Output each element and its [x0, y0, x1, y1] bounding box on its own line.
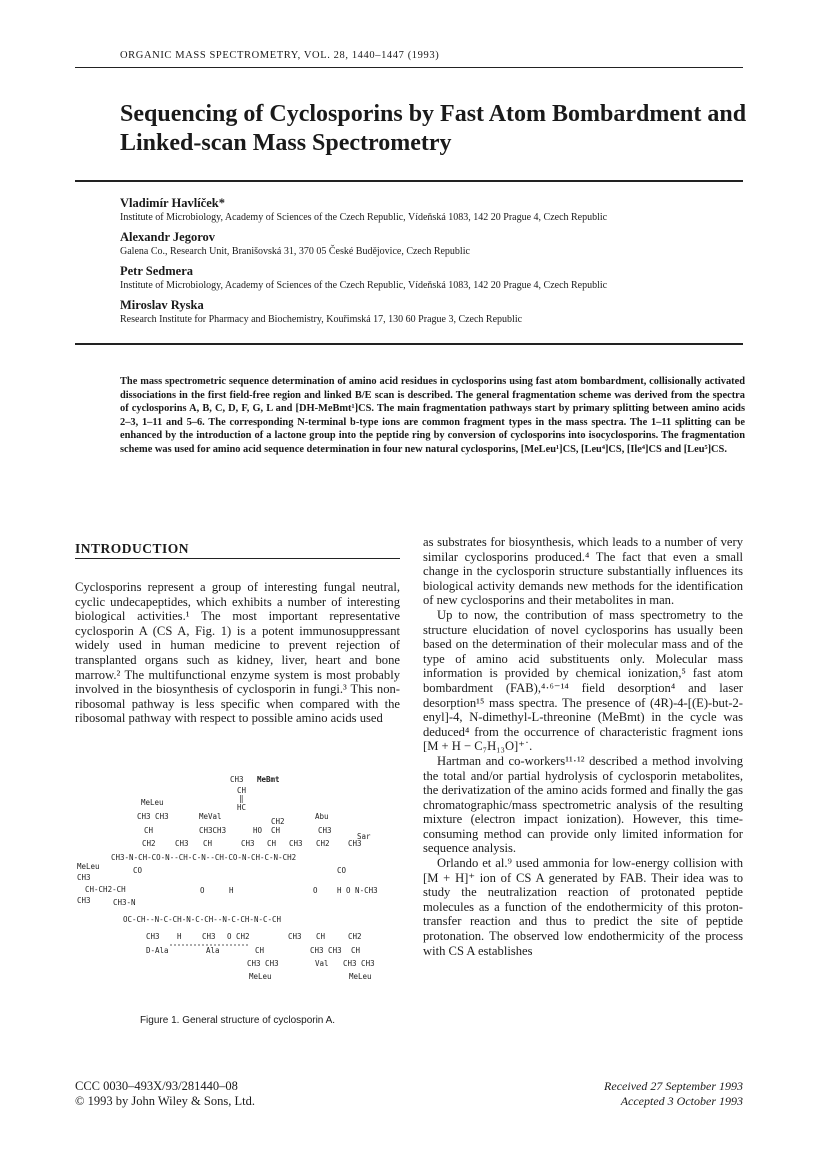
svg-text:CH3: CH3	[318, 826, 332, 835]
author-block	[120, 298, 750, 326]
authors-rule	[75, 343, 743, 345]
author-list	[120, 196, 750, 332]
svg-text:CH3-N-CH-CO-N--CH-C-N--CH-CO-N: CH3-N-CH-CO-N--CH-C-N--CH-CO-N-CH-C-N-CH2	[111, 853, 297, 862]
label-sar: Sar	[357, 832, 371, 841]
svg-text:CH2: CH2	[348, 932, 362, 941]
label-val: Val	[315, 959, 329, 968]
label-ala: Ala	[206, 946, 220, 955]
abstract: The mass spectrometric sequence determination of amino acid residues in cyclosporins using fast atom bombardment, collisionally activated dissociations in the first field-free region and linked B/E scan is described. The general fragmentation scheme was derived from the spectra of cyclosporins A, B, C, D, F, G, L and [DH-MeBmt¹]CS. The main fragmentation pathways start by primary splitting between amino acids 2–3, 1–11 and 5–6. The corresponding N-terminal b-type ions are common fragment types in the mass spectra. The 1–11 splitting can be enhanced by the introduction of a lactone group into the peptide ring by conversion of cyclosporins into isocyclosporins. The fragmentation scheme was used for amino acid sequence determination in four new natural cyclosporins, [MeLeu¹]CS, [Leu⁴]CS, [Ile⁴]CS and [Leu⁵]CS.	[120, 376, 745, 455]
figure-1	[75, 773, 400, 1018]
svg-text:CH: CH	[316, 932, 326, 941]
svg-text:CH3: CH3	[77, 896, 91, 905]
article-title: Sequencing of Cyclosporins by Fast Atom Bombardment and Linked-scan Mass Spectrometry	[120, 101, 747, 156]
svg-text:CH3: CH3	[175, 839, 189, 848]
cyclosporin-structure-diagram	[75, 773, 400, 1013]
svg-text:CH-CH2-CH: CH-CH2-CH	[85, 885, 126, 894]
label-mebmt: MeBmt	[257, 775, 280, 784]
svg-text:CH: CH	[267, 839, 277, 848]
svg-text:CH3: CH3	[230, 775, 244, 784]
author-name: Petr Sedmera	[120, 264, 194, 278]
author-block	[120, 196, 750, 224]
title-rule	[75, 180, 743, 182]
svg-text:CH3 CH3: CH3 CH3	[310, 946, 342, 955]
paragraph: Orlando et al.⁹ used ammonia for low-energy collision with [M + H]⁺ ion of CS A generated by FAB. Their idea was to study the neutralization reaction of protonated peptide molecules as a function of the endothermicity of this proton-transfer reaction and thus to predict the site of peptide protonation. The observed low endothermicity of the process with CS A establishes	[423, 856, 743, 958]
author-name: Alexandr Jegorov	[120, 230, 216, 244]
author-affiliation: Galena Co., Research Unit, Branišovská 31, 370 05 České Budějovice, Czech Republic	[120, 246, 470, 257]
svg-text:CH2: CH2	[316, 839, 330, 848]
footer-left	[75, 1079, 255, 1109]
label-meleu-left: MeLeu	[77, 862, 100, 871]
left-column	[75, 580, 400, 726]
svg-text:CH: CH	[255, 946, 265, 955]
author-affiliation: Institute of Microbiology, Academy of Sciences of the Czech Republic, Vídeňská 1083, 142 20 Prague 4, Czech Republic	[120, 280, 608, 291]
svg-text:CH3: CH3	[288, 932, 302, 941]
svg-text:CO: CO	[337, 866, 347, 875]
svg-text:‖: ‖	[239, 794, 244, 803]
section-heading: INTRODUCTION	[75, 541, 190, 556]
paragraph: Up to now, the contribution of mass spectrometry to the structure elucidation of novel cyclosporins has usually been based on the determination of their molecular mass and of the type of amino acid substituents only. Molecular mass information is provided by chemical ionization,⁵ fast atom bombardment (FAB),⁴·⁶⁻¹⁴ field desorption⁴ and laser desorption¹⁵ mass spectra. The presence of (4R)-4-[(E)-but-2-enyl]-4, N-dimethyl-L-threonine (MeBmt) in the cycle was deduced⁴ from the occurrence of characteristic fragment ions [M + H − C₇H₁₃O]⁺˙.	[423, 607, 743, 754]
author-block	[120, 264, 750, 292]
svg-text:CH3: CH3	[77, 873, 91, 882]
svg-text:CH2: CH2	[271, 817, 285, 826]
label-meval: MeVal	[199, 812, 222, 821]
paragraph: Hartman and co-workers¹¹·¹² described a method involving the total and/or partial hydrolysis of cyclosporin metabolites, the derivatization of the amino acids formed and finally the gas chromatographic/mass spectrometric analysis of the resulting mixture (electron impact ionization). However, this time-consuming method can provide only limited information for sequence analysis.	[423, 753, 743, 856]
paragraph: Cyclosporins represent a group of interesting fungal neutral, cyclic undecapeptides, which exhibits a number of interesting biological activities.¹ The most important representative cyclosporin A (CS A, Fig. 1) is a potent immunosuppressant widely used in human medicine to prevent rejection of transplanted organs such as kidney, liver, heart and bone marrow.² The multifunctional enzyme system is most probably involved in the biosynthesis of cyclosporin in fungi.³ This non-ribosomal pathway is less specific when compared with the ribosomal pathway with respect to possible amino acids used	[75, 580, 400, 726]
svg-text:CH3: CH3	[241, 839, 255, 848]
svg-text:H: H	[229, 886, 234, 895]
svg-text:CH3 CH3: CH3 CH3	[247, 959, 279, 968]
svg-text:CH: CH	[271, 826, 281, 835]
svg-text:CH: CH	[203, 839, 213, 848]
header-rule	[75, 67, 743, 68]
svg-text:CO: CO	[133, 866, 143, 875]
author-affiliation: Research Institute for Pharmacy and Biochemistry, Kouřimská 17, 130 60 Prague 3, Czech Republic	[120, 314, 523, 325]
svg-text:CH3CH3: CH3CH3	[199, 826, 227, 835]
svg-text:CH2: CH2	[142, 839, 156, 848]
received-date: Received 27 September 1993	[604, 1079, 743, 1093]
author-affiliation: Institute of Microbiology, Academy of Sciences of the Czech Republic, Vídeňská 1083, 142 20 Prague 4, Czech Republic	[120, 212, 608, 223]
svg-text:H: H	[177, 932, 182, 941]
label-abu: Abu	[315, 812, 329, 821]
svg-text:H O N-CH3: H O N-CH3	[337, 886, 378, 895]
figure-caption: Figure 1. General structure of cyclosporin A.	[139, 1015, 336, 1026]
journal-header: ORGANIC MASS SPECTROMETRY, VOL. 28, 1440–1447 (1993)	[120, 50, 440, 61]
accepted-date: Accepted 3 October 1993	[620, 1094, 743, 1108]
svg-text:CH3: CH3	[202, 932, 216, 941]
paragraph: as substrates for biosynthesis, which leads to a number of very similar cyclosporins produced.⁴ The fact that even a small change in the cyclosporin structure substantially influences its biological activity demands new methods for the identification of new cyclosporins and their metabolites in man.	[423, 535, 743, 608]
svg-text:CH: CH	[144, 826, 154, 835]
footer-right	[560, 1079, 743, 1109]
svg-text:O: O	[200, 886, 205, 895]
ccc-code: CCC 0030–493X/93/281440–08	[75, 1079, 238, 1093]
svg-text:CH3-N: CH3-N	[113, 898, 136, 907]
label-meleu-b2: MeLeu	[349, 972, 372, 981]
svg-text:CH3: CH3	[289, 839, 303, 848]
svg-text:HC: HC	[237, 803, 247, 812]
author-name: Vladimír Havlíček*	[120, 196, 225, 210]
svg-text:HO: HO	[253, 826, 263, 835]
copyright: © 1993 by John Wiley & Sons, Ltd.	[75, 1094, 255, 1108]
label-meleu-b1: MeLeu	[249, 972, 272, 981]
svg-text:CH3 CH3: CH3 CH3	[137, 812, 169, 821]
section-rule	[75, 558, 400, 559]
svg-text:CH3 CH3: CH3 CH3	[343, 959, 375, 968]
author-name: Miroslav Ryska	[120, 298, 204, 312]
label-meleu-top: MeLeu	[141, 798, 164, 807]
svg-text:CH3: CH3	[146, 932, 160, 941]
svg-text:O: O	[313, 886, 318, 895]
author-block	[120, 230, 750, 258]
right-column	[423, 535, 743, 958]
svg-text:O CH2: O CH2	[227, 932, 250, 941]
svg-text:CH: CH	[351, 946, 361, 955]
svg-text:CH3: CH3	[348, 839, 362, 848]
svg-text:CH: CH	[237, 786, 247, 795]
svg-text:OC-CH--N-C-CH-N-C-CH--N-C-CH-N: OC-CH--N-C-CH-N-C-CH--N-C-CH-N-C-CH	[123, 915, 282, 924]
label-d-ala: D-Ala	[146, 946, 169, 955]
